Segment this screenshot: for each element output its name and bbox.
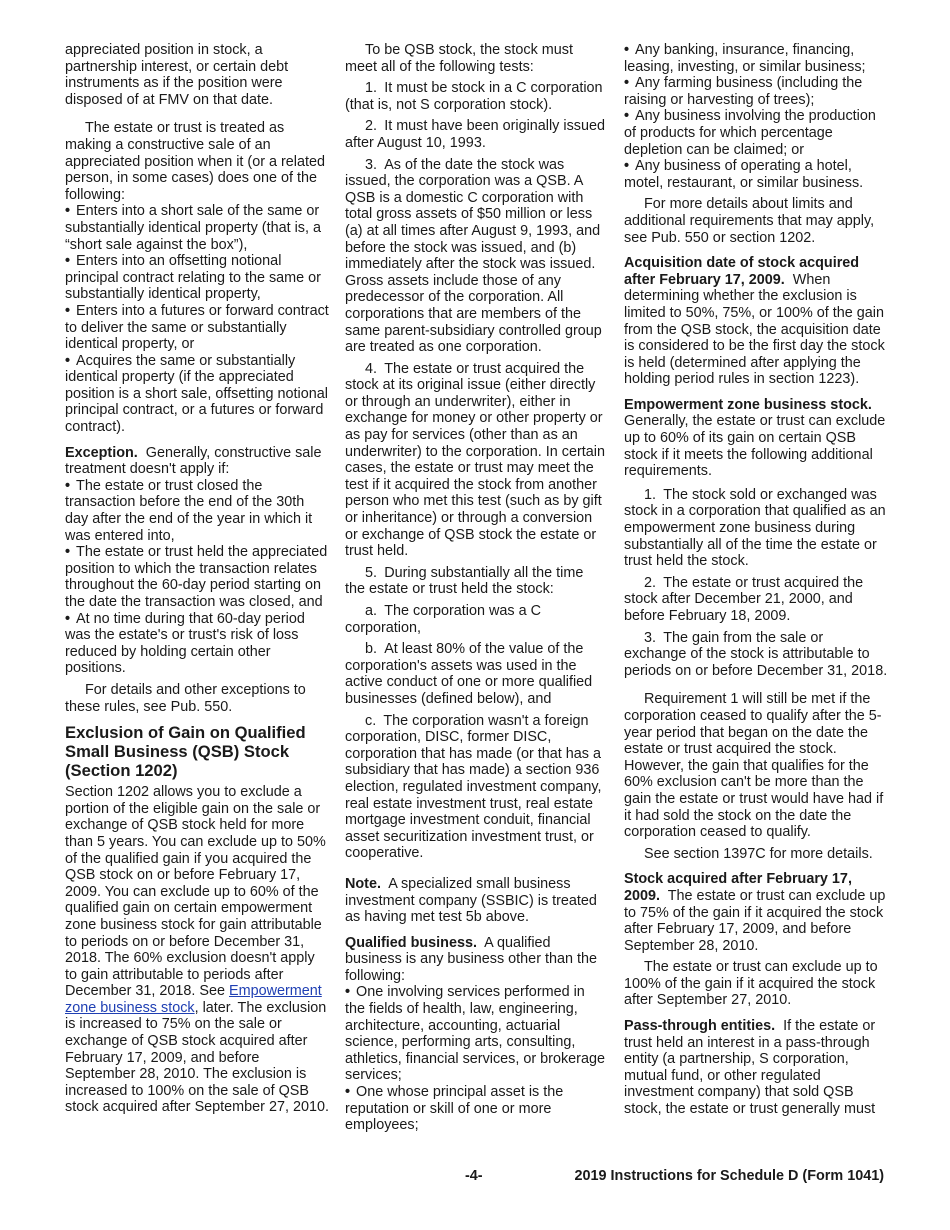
page-number: -4-: [465, 1168, 483, 1184]
exception-heading: Exception.: [65, 444, 138, 461]
paragraph: To be QSB stock, the stock must meet all of the following tests:: [345, 42, 573, 75]
bullet-item: • One involving services performed in the fields of health, law, engineering, architecture, accounting, actuarial science, performing arts, consulting, athletics, financial services, or brokerage services;: [345, 984, 607, 1084]
paragraph: See section 1397C for more details.: [644, 845, 873, 862]
test-item: 3. As of the date the stock was issued, the corporation was a QSB. A QSB is a domestic C corporation with total gross assets of $50 million or less (a) at all times after August 9, 1993, and before the stock was issued, and (b) immediately after the stock was issued. Gross assets include those of any predecessor of the corporation. All corporations that are members of the same parent-subsidiary controlled group are treated as one corporation.: [345, 156, 602, 356]
bullet-item: • Enters into a futures or forward contract to deliver the same or substantially identical property, or: [65, 303, 330, 353]
paragraph: For more details about limits and additional requirements that may apply, see Pub. 550 or section 1202.: [624, 196, 875, 246]
qualified-business-paragraph: Qualified business. A qualified business is any business other than the following:: [345, 934, 597, 984]
section-heading: Exclusion of Gain on Qualified Small Business (QSB) Stock (Section 1202): [65, 723, 306, 781]
bullet-item: • Any farming business (including the raising or harvesting of trees);: [624, 75, 889, 108]
pass-through-paragraph: Pass-through entities. If the estate or trust held an interest in a pass-through entity (a partnership, S corporation, mutual fund, or other regulated investment company) that sold QSB stock, the estate or trust generally must: [624, 1018, 876, 1118]
test-subitem: b. At least 80% of the value of the corporation's assets was used in the active conduct of one or more qualified businesses (defined below), and: [345, 641, 593, 707]
bullet-item: • The estate or trust held the appreciated position to which the transaction relates throughout the 60-day period starting on the date the transaction was closed, and: [65, 544, 330, 610]
bullet-item: • Acquires the same or substantially identical property (if the appreciated position is a short sale, offsetting notional principal contract, or a futures or forward contract).: [65, 353, 330, 436]
stock-acquired-paragraph: Stock acquired after February 17, 2009. The estate or trust can exclude up to 75% of the gain if it acquired the stock after February 17, 2009, and before September 28, 2010.: [624, 871, 886, 954]
column-3: [624, 42, 889, 1123]
test-subitem: c. The corporation wasn't a foreign corporation, DISC, former DISC, corporation that has made (or that has a subsidiary that has made) a section 936 election, regulated investment company, real estate investment trust, real estate mortgage investment conduit, financial asset securitization investment trust, or cooperative.: [345, 712, 602, 862]
paragraph: Requirement 1 will still be met if the corporation ceased to qualify after the 5-year period that began on the date the estate or trust acquired the stock. However, the gain that qualifies for the 60% exclusion can't be more than the gain the estate or trust would have had if it had sold the stock on the date the corporation ceased to qualify.: [624, 691, 884, 841]
empowerment-zone-link[interactable]: Empowerment zone business stock: [65, 983, 322, 1016]
paragraph: The estate or trust can exclude up to 100% of the gain if it acquired the stock after September 27, 2010.: [624, 959, 878, 1009]
bullet-item: • Enters into a short sale of the same or substantially identical property (that is, a “short sale against the box”),: [65, 203, 330, 253]
footer-title: 2019 Instructions for Schedule D (Form 1041): [574, 1168, 884, 1184]
test-subitem: a. The corporation was a C corporation,: [345, 603, 541, 636]
section-1202-paragraph: Section 1202 allows you to exclude a portion of the eligible gain on the sale or exchange of QSB stock held for more than 5 years. You can exclude up to 50% of the qualified gain if you acquired the QSB stock on or before February 17, 2009. You can exclude up to 60% of the qualified gain on certain empowerment zone business stock for gain attributable to periods on or before December 31, 2018. The 60% exclusion doesn't apply to gain attributable to periods after December 31, 2018. See Empowerment zone business stock, later. The exclusion is increased to 75% on the sale or exchange of QSB stock acquired after February 17, 2009, and before September 28, 2010. The exclusion is increased to 100% on the sale of QSB stock acquired after September 27, 2010.: [65, 784, 329, 1116]
bullet-item: • At no time during that 60-day period was the estate's or trust's risk of loss reduced by holding certain other positions.: [65, 611, 330, 677]
bullet-item: • Enters into an offsetting notional principal contract relating to the same or substantially identical property,: [65, 253, 330, 303]
bullet-item: • Any business of operating a hotel, motel, restaurant, or similar business.: [624, 158, 889, 191]
note-heading: Note.: [345, 875, 381, 892]
acquisition-date-heading: Acquisition date of stock acquired after February 17, 2009.: [624, 255, 860, 288]
column-1: [65, 42, 330, 1121]
bullet-item: • Any business involving the production of products for which percentage depletion can be claimed; or: [624, 108, 889, 158]
stock-acquired-heading: Stock acquired after February 17, 2009.: [624, 871, 852, 904]
test-item: 2. It must have been originally issued after August 10, 1993.: [345, 118, 605, 151]
requirement-item: 3. The gain from the sale or exchange of the stock is attributable to periods on or before December 31, 2018.: [624, 629, 888, 679]
empowerment-zone-paragraph: Empowerment zone business stock. Generally, the estate or trust can exclude up to 60% of its gain on certain QSB stock if it meets the following additional requirements.: [624, 396, 886, 480]
exception-paragraph: Exception. Generally, constructive sale treatment doesn't apply if:: [65, 444, 322, 478]
paragraph: The estate or trust is treated as making a constructive sale of an appreciated position when it (or a related person, in some cases) does one of the following:: [65, 120, 325, 203]
requirement-item: 2. The estate or trust acquired the stock after December 21, 2000, and before February 18, 2009.: [624, 574, 864, 624]
bullet-item: • Any banking, insurance, financing, leasing, investing, or similar business;: [624, 42, 889, 75]
bullet-item: • One whose principal asset is the reputation or skill of one or more employees;: [345, 1084, 607, 1134]
qualified-business-heading: Qualified business.: [345, 934, 477, 951]
column-2: [345, 42, 607, 1134]
requirement-item: 1. The stock sold or exchanged was stock in a corporation that qualified as an empowerment zone business during substantially all of the time the estate or trust held the stock.: [624, 486, 886, 570]
paragraph: appreciated position in stock, a partnership interest, or certain debt instruments as if the position were disposed of at FMV on that date.: [65, 42, 289, 108]
acquisition-date-paragraph: Acquisition date of stock acquired after February 17, 2009. When determining whether the exclusion is limited to 50%, 75%, or 100% of the gain from the QSB stock, the acquisition date is considered to be the first day the stock is held (determined after applying the holding period rules in section 1223).: [624, 255, 885, 388]
empowerment-zone-heading: Empowerment zone business stock.: [624, 396, 872, 413]
bullet-item: • The estate or trust closed the transaction before the end of the 30th day after the end of the year in which it was entered into,: [65, 478, 330, 544]
note-paragraph: Note. A specialized small business investment company (SSBIC) is treated as having met test 5b above.: [345, 875, 597, 926]
paragraph: For details and other exceptions to these rules, see Pub. 550.: [65, 681, 306, 715]
pass-through-heading: Pass-through entities.: [624, 1018, 776, 1035]
test-item: 4. The estate or trust acquired the stock at its original issue (either directly or through an underwriter), either in exchange for money or other property or as pay for services (other than as an underwriter) to the corporation. In certain cases, the estate or trust may meet the test if it acquired the stock from another person who met this test (such as by gift or inheritance) or through a conversion or exchange of QSB stock the estate or trust held.: [345, 360, 605, 560]
test-item: 1. It must be stock in a C corporation (that is, not S corporation stock).: [345, 80, 603, 113]
test-item: 5. During substantially all the time the estate or trust held the stock:: [345, 564, 584, 598]
